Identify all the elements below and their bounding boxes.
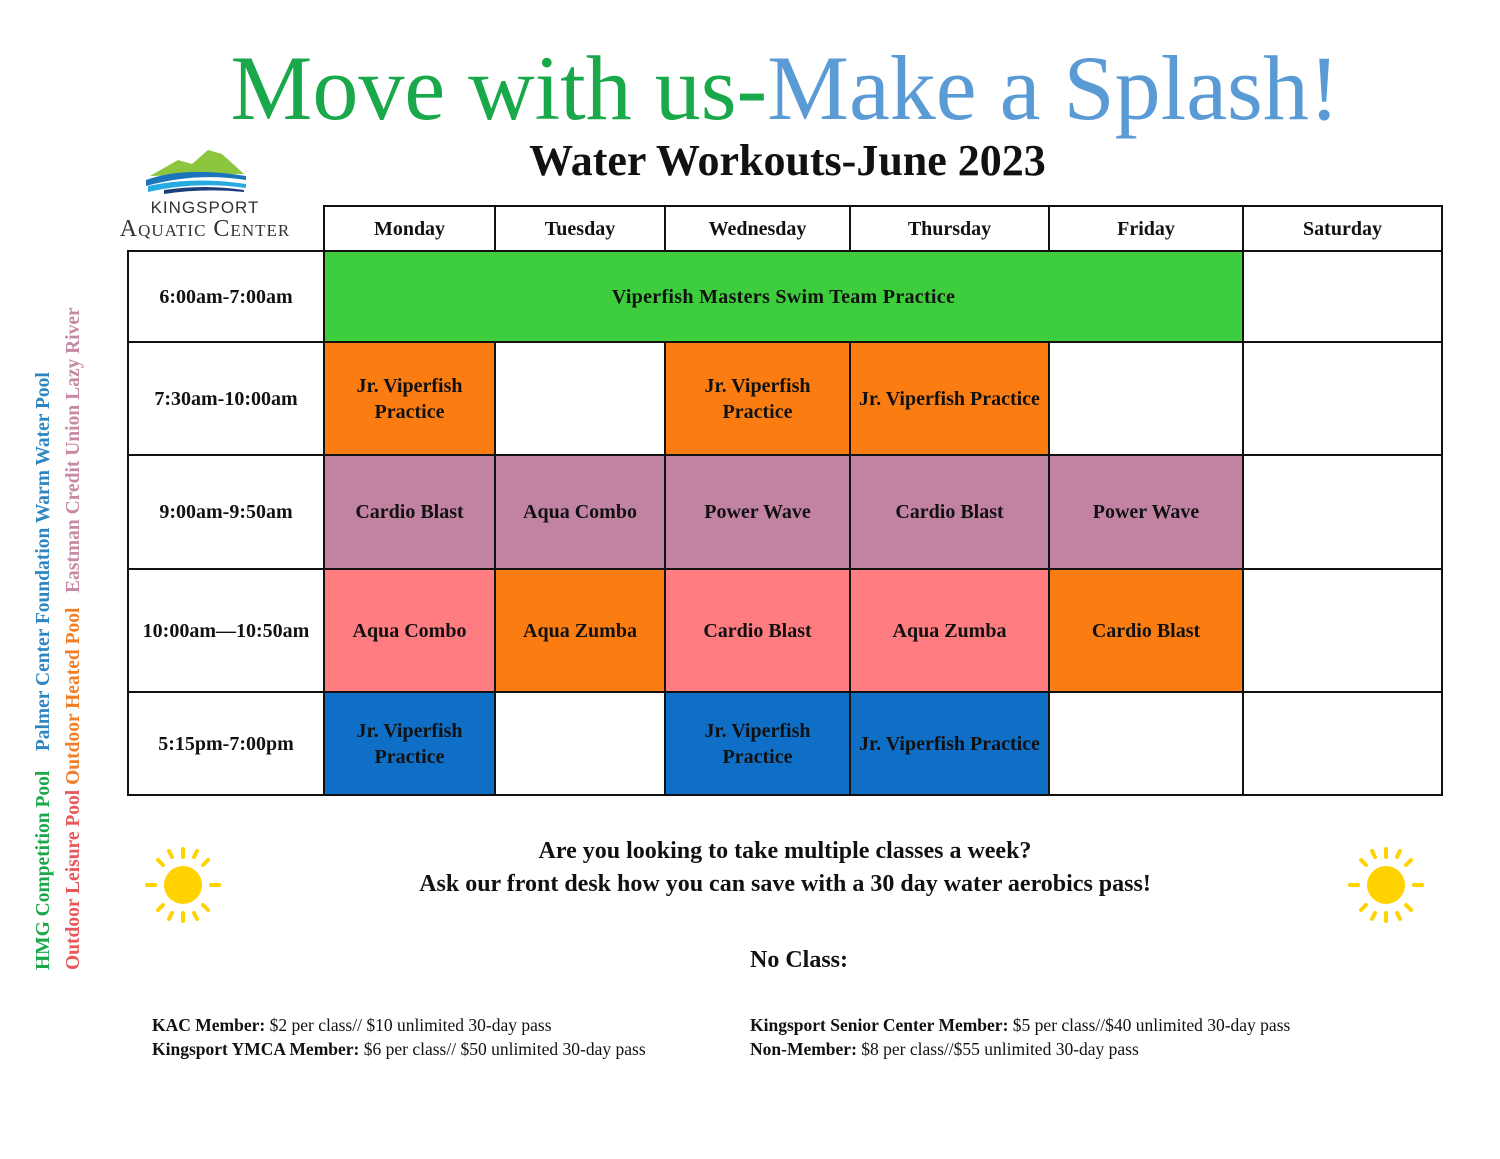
page-subtitle: Water Workouts-June 2023: [529, 136, 1046, 185]
price-ymca-member: [152, 1037, 646, 1061]
day-header: Thursday: [850, 206, 1049, 251]
schedule-cell: Power Wave: [1049, 455, 1243, 569]
price-non-member: [750, 1037, 1139, 1061]
price-senior-center-member: [750, 1013, 1290, 1037]
time-slot: 7:30am-10:00am: [128, 342, 324, 455]
schedule-cell: Cardio Blast: [850, 455, 1049, 569]
schedule-cell: Jr. Viperfish Practice: [850, 342, 1049, 455]
table-row: [128, 569, 1442, 692]
table-row: [128, 455, 1442, 569]
price-label: Non-Member:: [750, 1039, 857, 1059]
schedule-cell: [1243, 251, 1442, 342]
schedule-cell: Jr. Viperfish Practice: [324, 692, 495, 795]
table-row: [128, 342, 1442, 455]
schedule-cell: Jr. Viperfish Practice: [850, 692, 1049, 795]
schedule-table: [127, 205, 1443, 796]
schedule-cell: [1243, 455, 1442, 569]
day-header: Saturday: [1243, 206, 1442, 251]
day-header: Monday: [324, 206, 495, 251]
price-kac-member: [152, 1013, 552, 1037]
corner-cell: [128, 206, 324, 251]
price-detail: $5 per class//$40 unlimited 30-day pass: [1008, 1015, 1291, 1035]
schedule-cell: Jr. Viperfish Practice: [665, 692, 850, 795]
time-slot: 5:15pm-7:00pm: [128, 692, 324, 795]
pool-palmer-warm-water: Palmer Center Foundation Warm Water Pool: [33, 372, 54, 752]
schedule-cell: [1243, 569, 1442, 692]
day-header: Wednesday: [665, 206, 850, 251]
table-row: [128, 692, 1442, 795]
price-label: KAC Member:: [152, 1015, 266, 1035]
table-row: [128, 251, 1442, 342]
schedule-cell: Jr. Viperfish Practice: [324, 342, 495, 455]
schedule-cell: [1243, 692, 1442, 795]
day-header: Friday: [1049, 206, 1243, 251]
schedule-cell: [1243, 342, 1442, 455]
header-row: [128, 206, 1442, 251]
schedule-cell: Jr. Viperfish Practice: [665, 342, 850, 455]
schedule-cell: Aqua Zumba: [495, 569, 665, 692]
logo-line1: KINGSPORT: [150, 198, 260, 217]
price-detail: $2 per class// $10 unlimited 30-day pass: [265, 1015, 552, 1035]
masters-practice-block: Viperfish Masters Swim Team Practice: [324, 251, 1243, 342]
promo-line1: Are you looking to take multiple classes a week?: [538, 838, 1032, 864]
headline: [0, 38, 1500, 138]
schedule-cell: Cardio Blast: [665, 569, 850, 692]
price-detail: $8 per class//$55 unlimited 30-day pass: [856, 1039, 1139, 1059]
price-detail: $6 per class// $50 unlimited 30-day pass: [359, 1039, 646, 1059]
headline-part2: Make a Splash!: [767, 37, 1340, 139]
time-slot: 6:00am-7:00am: [128, 251, 324, 342]
pool-outdoor-leisure: Outdoor Leisure Pool: [63, 789, 84, 970]
time-slot: 10:00am—10:50am: [128, 569, 324, 692]
schedule-cell: Cardio Blast: [324, 455, 495, 569]
pool-lazy-river: Eastman Credit Union Lazy River: [63, 307, 84, 593]
schedule-cell: [495, 692, 665, 795]
schedule-cell: [495, 342, 665, 455]
pool-hmg-competition: HMG Competition Pool: [33, 770, 54, 970]
price-label: Kingsport YMCA Member:: [152, 1039, 360, 1059]
price-label: Kingsport Senior Center Member:: [750, 1015, 1009, 1035]
promo-line2: Ask our front desk how you can save with a 30 day water aerobics pass!: [419, 871, 1151, 897]
schedule-cell: [1049, 342, 1243, 455]
headline-part1: Move with us-: [230, 37, 768, 139]
time-slot: 9:00am-9:50am: [128, 455, 324, 569]
pool-outdoor-heated: Outdoor Heated Pool: [63, 607, 84, 785]
schedule-cell: Cardio Blast: [1049, 569, 1243, 692]
day-header: Tuesday: [495, 206, 665, 251]
logo-line2: Aquatic Center: [119, 216, 291, 242]
schedule-cell: Aqua Combo: [324, 569, 495, 692]
schedule-cell: Aqua Combo: [495, 455, 665, 569]
schedule-cell: [1049, 692, 1243, 795]
schedule-cell: Aqua Zumba: [850, 569, 1049, 692]
logo-mountain-wave-icon: [144, 146, 250, 194]
no-class-label: No Class:: [750, 947, 849, 973]
schedule-cell: Power Wave: [665, 455, 850, 569]
